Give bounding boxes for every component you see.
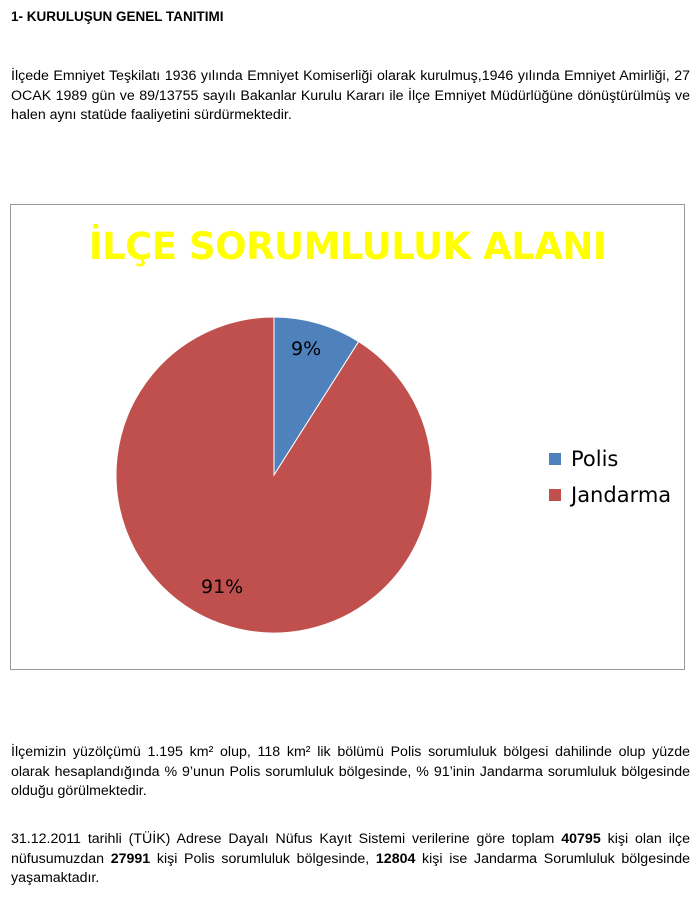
legend-label-polis: Polis — [571, 447, 619, 471]
intro-paragraph: İlçede Emniyet Teşkilatı 1936 yılında Emniyet Komiserliği olarak kurulmuş,1946 yılında Emniyet Amirliği, 27 OCAK 1989 gün ve 89/13755 sayılı Bakanlar Kurulu Kararı ile İlçe Emniyet Müdürlüğüne dönüştürülmüş ve halen aynı statüde faaliyetini sürdürmektedir. — [11, 68, 690, 123]
population-text-2: kişi olan ilçe nüfusumuzdan — [11, 831, 690, 867]
slice-label-polis: 9% — [291, 338, 322, 360]
population-total: 40795 — [561, 831, 601, 847]
population-text-4: kişi ise Jandarma Sorumluluk bölgesinde yaşamaktadır. — [11, 850, 690, 886]
legend-swatch-polis — [549, 453, 561, 465]
chart-title: İLÇE SORUMLULUK ALANI — [88, 225, 607, 268]
population-polis: 27991 — [110, 850, 151, 867]
population-jandarma: 12804 — [375, 850, 416, 867]
population-paragraph — [11, 830, 690, 889]
chart-legend — [549, 441, 671, 513]
pie-chart — [10, 204, 685, 670]
pie-svg — [11, 205, 684, 669]
legend-item-jandarma — [549, 477, 671, 513]
legend-swatch-jandarma — [549, 489, 561, 501]
pie-slice-jandarma — [116, 317, 432, 633]
population-text-1: 31.12.2011 tarihli (TÜİK) Adrese Dayalı Nüfus Kayıt Sistemi verilerine göre toplam — [11, 831, 562, 847]
area-paragraph: İlçemizin yüzölçümü 1.195 km² olup, 118 km² lik bölümü Polis sorumluluk bölgesi dahilinde olup yüzde olarak hesaplandığında % 9’unun Polis sorumluluk bölgesinde, % 91’inin Jandarma sorumluluk bölgesinde olduğu görülmektedir. — [11, 744, 690, 799]
population-text-3: kişi Polis sorumluluk bölgesinde, — [150, 850, 376, 867]
section-heading: 1- KURULUŞUN GENEL TANITIMI — [11, 9, 224, 24]
legend-label-jandarma: Jandarma — [571, 483, 672, 507]
legend-item-polis — [549, 441, 671, 477]
slice-label-jandarma: 91% — [201, 576, 244, 598]
